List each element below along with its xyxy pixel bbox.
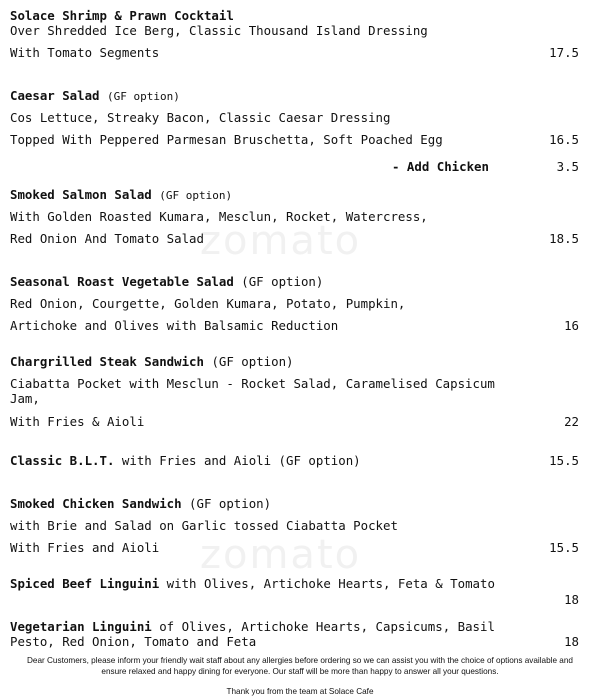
item-name: Vegetarian Linguini <box>10 619 152 634</box>
item-price: 18.5 <box>549 231 579 246</box>
notice-line: ensure relaxed and happy dining for everyone. Our staff will be more than happy to answer all your questions. <box>101 667 499 676</box>
item-price: 18 <box>564 592 579 607</box>
item-name: Seasonal Roast Vegetable Salad <box>10 274 234 289</box>
item-desc: with Olives, Artichoke Hearts, Feta & Tomato <box>166 576 495 591</box>
gf-tag: (GF option) <box>241 274 324 289</box>
item-name: Solace Shrimp & Prawn Cocktail <box>10 8 234 23</box>
item-name: Spiced Beef Linguini <box>10 576 160 591</box>
thank-you-note: Thank you from the team at Solace Cafe <box>226 687 374 696</box>
item-name: Smoked Chicken Sandwich <box>10 496 182 511</box>
item-desc: Red Onion, Courgette, Golden Kumara, Potato, Pumpkin, <box>10 296 406 311</box>
item-desc: with Fries and Aioli (GF option) <box>121 453 361 468</box>
item-desc: Topped With Peppered Parmesan Bruschetta, Soft Poached Egg <box>10 132 443 147</box>
item-desc: With Fries and Aioli <box>10 540 160 555</box>
gf-tag: (GF option) <box>211 354 294 369</box>
item-price: 17.5 <box>549 45 579 60</box>
item-price: 16.5 <box>549 132 579 147</box>
item-desc: With Fries & Aioli <box>10 414 145 429</box>
item-desc: Jam, <box>10 391 40 406</box>
item-desc: Pesto, Red Onion, Tomato and Feta <box>10 634 257 649</box>
item-price: 22 <box>564 414 579 429</box>
item-desc: Cos Lettuce, Streaky Bacon, Classic Caesar Dressing <box>10 110 391 125</box>
item-desc: Red Onion And Tomato Salad <box>10 231 204 246</box>
notice-line: Dear Customers, please inform your friendly wait staff about any allergies before ordering so we can assist you with the choice of options available and <box>27 656 573 665</box>
item-price: 15.5 <box>549 453 579 468</box>
item-desc: Ciabatta Pocket with Mesclun - Rocket Salad, Caramelised Capsicum <box>10 376 495 391</box>
item-name: Caesar Salad <box>10 88 100 103</box>
gf-tag: (GF option) <box>189 496 272 511</box>
gf-tag: (GF option) <box>107 90 180 103</box>
item-name: Smoked Salmon Salad <box>10 187 152 202</box>
item-desc: With Tomato Segments <box>10 45 160 60</box>
item-price: 18 <box>564 634 579 649</box>
gf-tag: (GF option) <box>159 189 233 202</box>
item-desc: of Olives, Artichoke Hearts, Capsicums, Basil <box>159 619 495 634</box>
watermark: zomato <box>200 532 362 578</box>
item-name: Classic B.L.T. <box>10 453 115 468</box>
item-desc: with Brie and Salad on Garlic tossed Ciabatta Pocket <box>10 518 398 533</box>
addon-price: 3.5 <box>556 159 579 174</box>
item-price: 15.5 <box>549 540 579 555</box>
watermark: zomato <box>200 218 362 264</box>
addon-label: - Add Chicken <box>392 159 489 174</box>
item-name: Chargrilled Steak Sandwich <box>10 354 204 369</box>
item-desc: With Golden Roasted Kumara, Mesclun, Rocket, Watercress, <box>10 209 428 224</box>
item-desc: Over Shredded Ice Berg, Classic Thousand Island Dressing <box>10 23 428 38</box>
item-price: 16 <box>564 318 579 333</box>
item-desc: Artichoke and Olives with Balsamic Reduction <box>10 318 339 333</box>
